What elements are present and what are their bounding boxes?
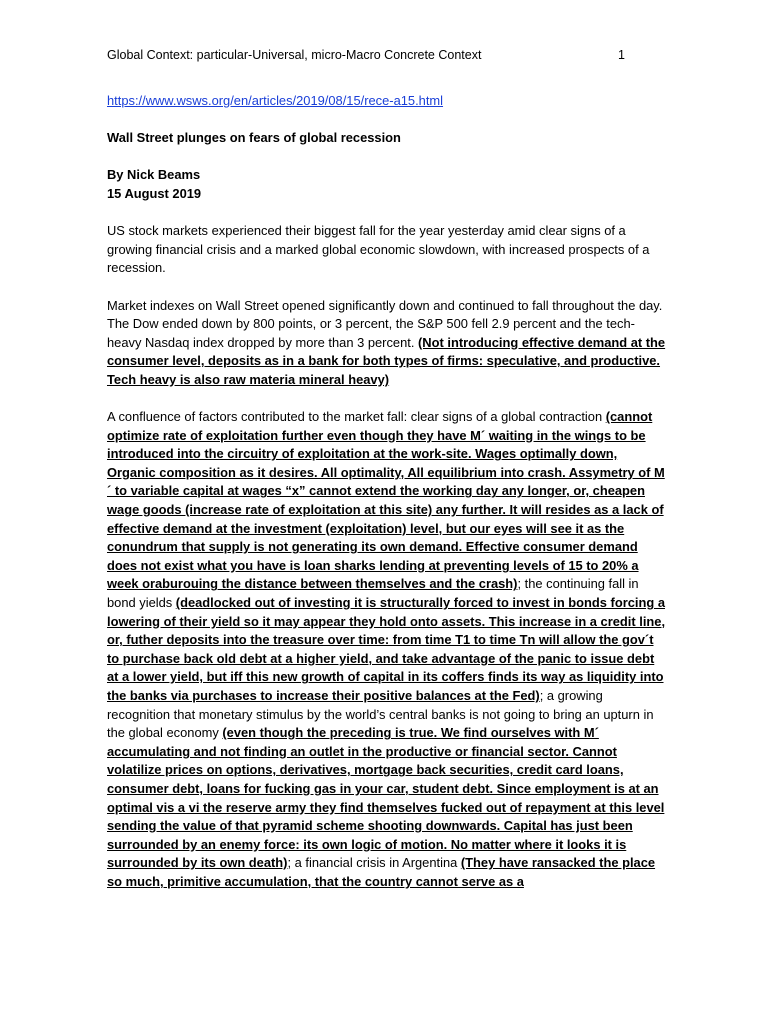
page-number: 1: [618, 48, 625, 62]
paragraph-3-annotation-3: (even though the preceding is true. We find ourselves with M´ accumulating and not finding an outlet in the productive or financial sector. Cannot volatilize prices on options, derivatives, mortgage back securities, credit card loans, consumer debt, loans for fucking gas in your car, student debt. Since employment is at an optimal vis a vi the reserve army they find themselves fucked out of repayment at this level sending the value of that pyramid scheme shooting downwards. Capital has just been surrounded by an enemy force: its own logic of motion. No matter where it looks it is surrounded by its own death): [107, 725, 665, 871]
page-header: [107, 47, 625, 63]
paragraph-2: [107, 297, 667, 390]
paragraph-3-text-3: ; a growing recognition that monetary stimulus by the world’s central banks is not going to bring an upturn in the global economy: [107, 688, 654, 741]
paragraph-3-text-1: A confluence of factors contributed to the market fall: clear signs of a global contraction: [107, 409, 606, 425]
paragraph-3-text-2: ; the continuing fall in bond yields: [107, 576, 639, 611]
paragraph-3-text-4: ; a financial crisis in Argentina: [287, 855, 461, 871]
article-date: 15 August 2019: [107, 185, 202, 201]
article-url-link[interactable]: https://www.wsws.org/en/articles/2019/08/15/rece-a15.html: [107, 93, 444, 108]
paragraph-3: [107, 408, 667, 891]
article-headline: Wall Street plunges on fears of global recession: [107, 130, 401, 146]
article-byline: [107, 166, 667, 203]
paragraph-3-annotation-2: (deadlocked out of investing it is structurally forced to invest in bonds forcing a lowering of their yield so it may appear they hold onto assets. This increase in a credit line, or, futher deposits into the treasure over time: from time T1 to time Tn will allow the gov´t to purchase back old debt at a higher yield, and take advantage of the panic to issue debt at a lower yield, but iff this new growth of capital in its coffers finds its way as liquidity into the banks via purchases to increase their positive balances at the Fed): [107, 595, 666, 703]
paragraph-2-annotation: (Not introducing effective demand at the consumer level, deposits as in a bank for both types of firms: speculative, and productive. Tech heavy is also raw materia mineral heavy): [107, 334, 666, 387]
header-title: Global Context: particular-Universal, micro-Macro Concrete Context: [107, 48, 482, 62]
paragraph-1: US stock markets experienced their biggest fall for the year yesterday amid clear signs of a growing financial crisis and a marked global economic slowdown, with increased prospects of a recession.: [107, 223, 650, 276]
document-body: [107, 92, 667, 910]
article-author: By Nick Beams: [107, 167, 201, 183]
paragraph-3-annotation-1: (cannot optimize rate of exploitation further even though they have M´ waiting in the wings to be introduced into the circuitry of exploitation at the work-site. Wages optimally down, Organic composition as it desires. All optimality, All equilibrium into crash. Assymetry of M´ to variable capital at wages “x” cannot extend the working day any longer, or, cheapen wage goods (increase rate of exploitation at this site) any further. It will resides as a lack of effective demand at the investment (exploitation) level, but our eyes will see it as the conundrum that supply is not generating its own demand. Effective consumer demand does not exist what you have is loan sharks lending at preventing levels of 15 to 20% a week oraburouing the distance between themselves and the crash): [107, 409, 665, 592]
paragraph-3-annotation-4: (They have ransacked the place so much, primitive accumulation, that the country cannot serve as a: [107, 855, 656, 889]
paragraph-2-text: Market indexes on Wall Street opened significantly down and continued to fall throughout the day. The Dow ended down by 800 points, or 3 percent, the S&P 500 fell 2.9 percent and the tech-heavy Nasdaq index dropped by more than 3 percent.: [107, 297, 663, 350]
